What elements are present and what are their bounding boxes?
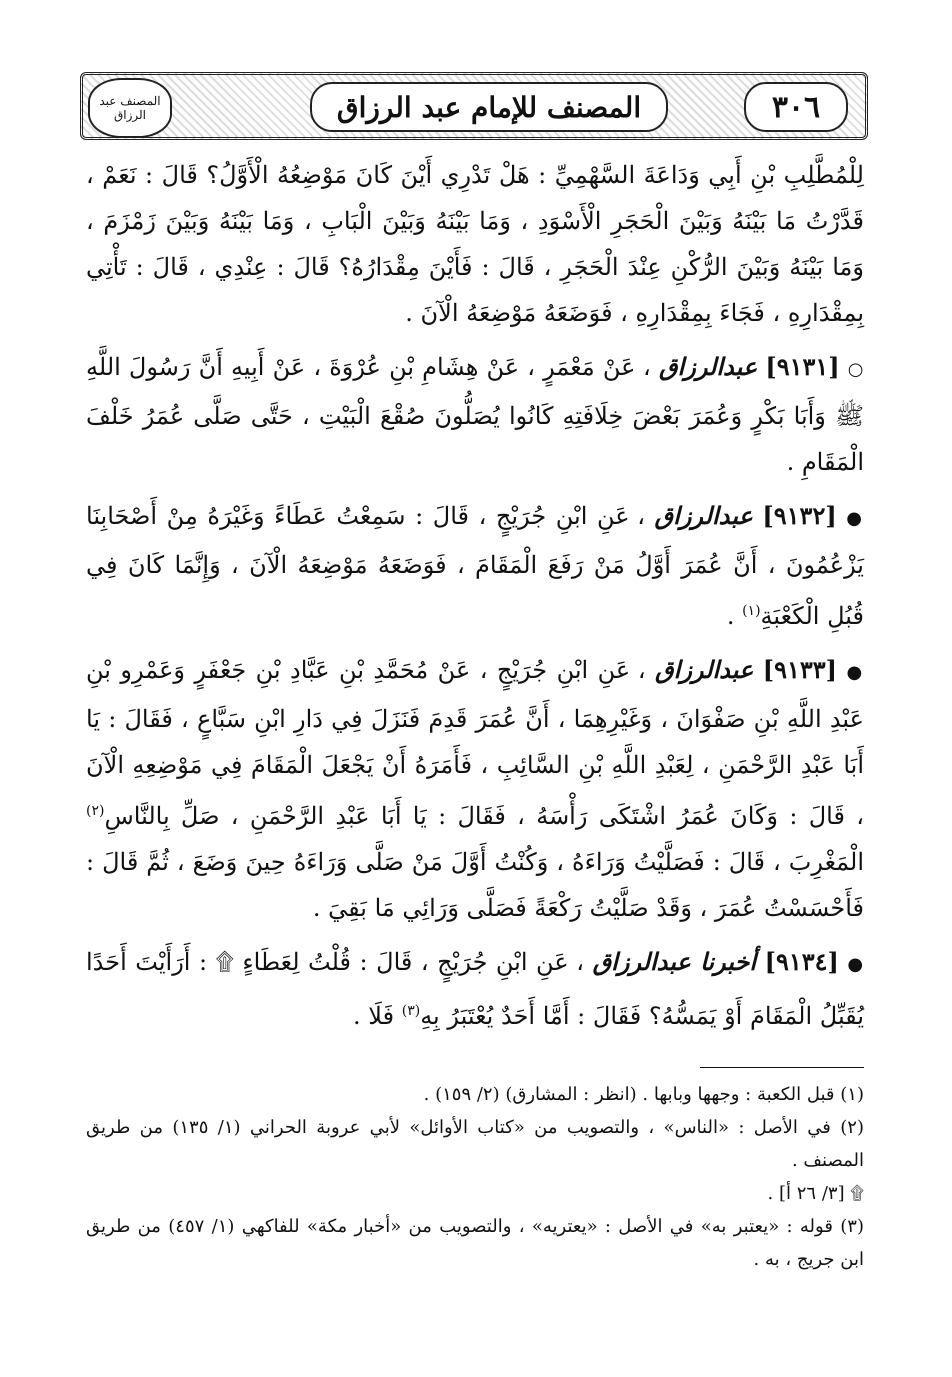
footnotes: [86, 1078, 864, 1276]
filled-circle-icon: ●: [846, 662, 864, 683]
hadith-text-tail: .: [726, 602, 743, 630]
page-number: ٣٠٦: [771, 89, 821, 125]
hadith-narrator: أخبرنا عبدالرزاق: [592, 947, 757, 976]
hadith-text: ، عَنِ ابْنِ جُرَيْجٍ ، قَالَ : قُلْتُ لِعَطَاءٍ ۩ : أَرَأَيْتَ أَحَدًا يُقَبِّلُ الْمَقَامَ أَوْ يَمَسُّهُ؟ فَقَالَ : أَمَّا أَحَدٌ يُعْتَبَرُ بِهِ: [86, 948, 864, 1030]
hadith-text: ، عَنِ ابْنِ جُرَيْجٍ ، قَالَ : سَمِعْتُ عَطَاءً وَغَيْرَهُ مِنْ أَصْحَابِنَا يَزْعُمُونَ ، أَنَّ عُمَرَ أَوَّلُ مَنْ رَفَعَ الْمَقَامَ ، فَوَضَعَهُ مَوْضِعَهُ الْآنَ ، وَإِنَّمَا كَانَ فِي قُبُلِ الْكَعْبَةِ: [86, 502, 864, 630]
footnote-ref: (١): [742, 603, 761, 619]
hadith-9132: [86, 493, 864, 639]
hadith-number: [٩١٣٤]: [764, 947, 839, 976]
hadith-narrator: عبدالرزاق: [658, 352, 758, 381]
hollow-circle-icon: ○: [847, 359, 864, 380]
footnote-1: (١) قبل الكعبة : وجهها وبابها . (انظر : المشارق) (٢/ ١٥٩) .: [423, 1084, 864, 1105]
footnote-3: (٣) قوله : «يعتبر به» في الأصل : «يعتريه» ، والتصويب من «أخبار مكة» للفاكهي (١/ ٤٥٧) من طريق ابن جريج ، به .: [86, 1216, 864, 1270]
paragraph-text: لِلْمُطَّلِبِ بْنِ أَبِي وَدَاعَةَ السَّهْمِيِّ : هَلْ تَدْرِي أَيْنَ كَانَ مَوْضِعُهُ الْأَوَّلُ؟ قَالَ : نَعَمْ ، قَدَّرْتُ مَا بَيْنَهُ وَبَيْنَ الْحَجَرِ الْأَسْوَدِ ، وَمَا بَيْنَهُ وَبَيْنَ الْبَابِ ، وَمَا بَيْنَهُ وَبَيْنَ زَمْزَمَ ، وَمَا بَيْنَهُ وَبَيْنَ الرُّكْنِ عِنْدَ الْحَجَرِ ، قَالَ : فَأَيْنَ مِقْدَارُهُ؟ قَالَ : عِنْدِي ، قَالَ : تَأْتِي بِمِقْدَارِهِ ، فَجَاءَ بِمِقْدَارِهِ ، فَوَضَعَهُ مَوْضِعَهُ الْآنَ .: [86, 161, 865, 327]
footnote-ref: (٣): [401, 1003, 421, 1019]
hadith-narrator: عبدالرزاق: [654, 501, 753, 530]
hadith-number: [٩١٣٢]: [762, 501, 837, 530]
header-seal: [88, 78, 172, 138]
footnote-2: (٢) في الأصل : «الناس» ، والتصويب من «كتاب الأوائل» لأبي عروبة الحراني (١/ ١٣٥) من طريق المصنف .: [86, 1117, 864, 1171]
hadith-9134: [86, 939, 864, 1039]
page-header: [80, 72, 868, 140]
hadith-9133: [86, 647, 864, 931]
page-number-box: [744, 82, 848, 132]
header-seal-text: المصنف عبد الرزاق: [99, 94, 161, 122]
paragraph: [86, 152, 864, 336]
hadith-number: [٩١٣٣]: [762, 655, 838, 684]
hadith-text-tail: الْمَغْرِبَ ، قَالَ : فَصَلَّيْتُ وَرَاءَهُ ، وَكُنْتُ أَوَّلَ مَنْ صَلَّى وَرَاءَهُ حِينَ وَضَعَ ، ثُمَّ قَالَ : فَأَحْسَسْتُ عُمَرَ ، وَقَدْ صَلَّيْتُ رَكْعَةً فَصَلَّى وَرَائِي مَا بَقِيَ .: [86, 848, 864, 922]
header-title-box: [310, 82, 668, 132]
page-title: المصنف للإمام عبد الرزاق: [336, 90, 642, 124]
footnote-ref: (٢): [86, 803, 105, 819]
hadith-9131: [86, 344, 864, 485]
filled-circle-icon: ●: [846, 508, 864, 529]
hadith-text-tail: فَلَا .: [353, 1002, 402, 1030]
hadith-narrator: عبدالرزاق: [655, 655, 754, 684]
hadith-number: [٩١٣١]: [765, 352, 840, 381]
main-text: [86, 152, 864, 1047]
folio-marker: ۩ [٣/ ٢٦ أ] .: [767, 1183, 864, 1204]
footnote-divider: [700, 1067, 864, 1068]
filled-circle-icon: ●: [847, 954, 865, 975]
hadith-text: ، عَنْ مَعْمَرٍ ، عَنْ هِشَامِ بْنِ عُرْوَةَ ، عَنْ أَبِيهِ أَنَّ رَسُولَ اللَّهِ ﷺ وَأَبَا بَكْرٍ وَعُمَرَ بَعْضَ خِلَافَتِهِ كَانُوا يُصَلُّونَ صُقْعَ الْبَيْتِ ، حَتَّى صَلَّى عُمَرُ خَلْفَ الْمَقَامِ .: [86, 353, 864, 476]
hadith-text: ، عَنِ ابْنِ جُرَيْجٍ ، عَنْ مُحَمَّدِ بْنِ عَبَّادِ بْنِ جَعْفَرٍ وَعَمْرِو بْنِ عَبْدِ اللَّهِ بْنِ صَفْوَانَ ، وَغَيْرِهِمَا ، أَنَّ عُمَرَ قَدِمَ فَنَزَلَ فِي دَارِ ابْنِ سَبَّاعٍ ، فَقَالَ : يَا أَبَا عَبْدِ الرَّحْمَنِ ، لِعَبْدِ اللَّهِ بْنِ السَّائِبِ ، فَأَمَرَهُ أَنْ يَجْعَلَ الْمَقَامَ فِي مَوْضِعِهِ الْآنَ ، قَالَ : وَكَانَ عُمَرُ اشْتَكَى رَأْسَهُ ، فَقَالَ : يَا أَبَا عَبْدِ الرَّحْمَنِ ، صَلِّ بِالنَّاسِ: [86, 656, 864, 830]
